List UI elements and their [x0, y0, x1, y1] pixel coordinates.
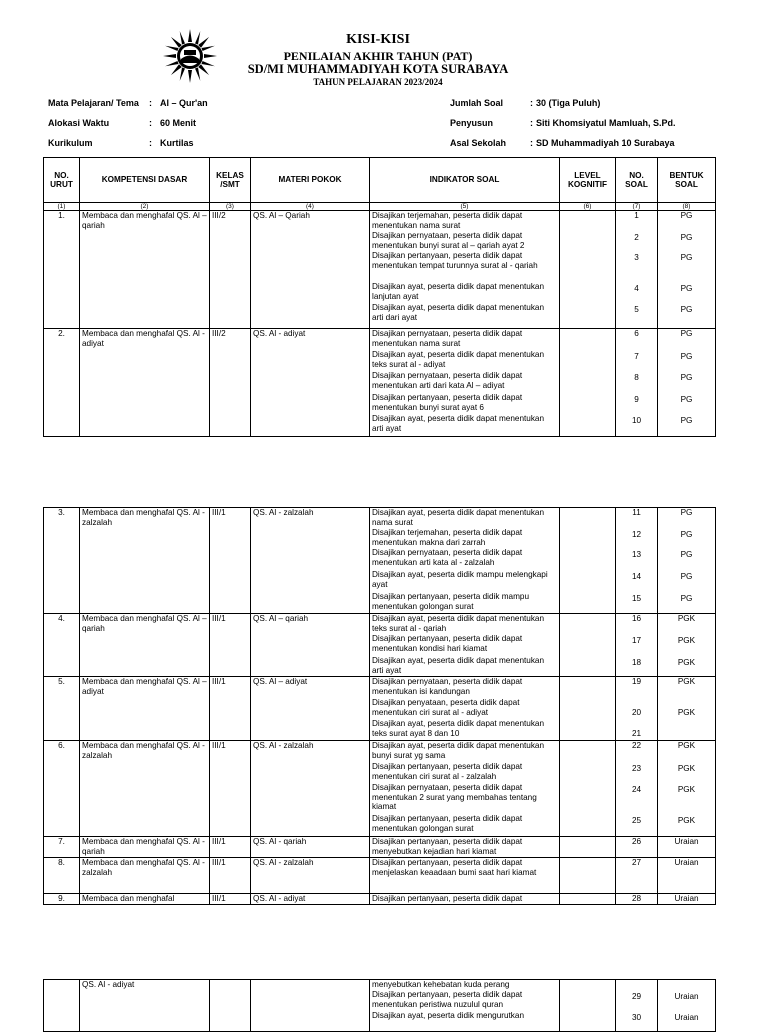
level-kognitif-cell	[560, 741, 616, 837]
bentuk-soal	[660, 980, 713, 990]
header-kelas-smt: KELAS /SMT	[210, 158, 251, 203]
bentuk-soal	[660, 729, 713, 739]
indikator-item: Disajikan ayat, peserta didik dapat menentukan teks surat al - qariah	[372, 614, 545, 633]
indikator-cell	[370, 894, 560, 905]
bentuk-soal-cell	[658, 741, 716, 837]
materi-cell: QS. Al - adiyat	[251, 329, 370, 437]
bentuk-soal: PG	[680, 572, 693, 581]
bentuk-soal: PGK	[677, 764, 696, 773]
no-soal: 20	[631, 708, 642, 717]
kelas-cell: III/2	[210, 211, 251, 329]
no-soal: 19	[631, 677, 642, 686]
kompetensi-dasar-cell: Membaca dan menghafal	[80, 894, 210, 905]
meta-value: 30 (Tiga Puluh)	[536, 98, 601, 108]
bentuk-soal: PGK	[677, 677, 696, 686]
no-soal: 22	[631, 741, 642, 750]
colnum: (3)	[210, 203, 251, 211]
colnum: (6)	[560, 203, 616, 211]
table-row	[44, 677, 716, 741]
level-kognitif-cell	[560, 858, 616, 894]
indikator-item: Disajikan ayat, peserta didik dapat menentukan arti ayat	[372, 656, 545, 675]
colnum: (1)	[44, 203, 80, 211]
bentuk-soal: PG	[680, 305, 693, 314]
header-bentuk-soal: BENTUK SOAL	[658, 158, 716, 203]
meta-label: Alokasi Waktu	[48, 118, 110, 128]
kompetensi-dasar-cell: Membaca dan menghafal QS. Al - zalzalah	[80, 858, 210, 894]
meta-left	[48, 97, 208, 157]
no-soal-cell	[616, 741, 658, 837]
indikator-item: Disajikan terjemahan, peserta didik dapat menentukan makna dari zarrah	[372, 528, 523, 547]
bentuk-soal-cell	[658, 614, 716, 677]
meta-value: Kurtilas	[160, 138, 194, 148]
meta-colon: :	[149, 98, 152, 108]
no-soal: 10	[631, 416, 642, 425]
indikator-item: Disajikan terjemahan, peserta didik dapat menentukan nama surat	[372, 211, 523, 230]
header-kompetensi-dasar: KOMPETENSI DASAR	[80, 158, 210, 203]
indikator-item: Disajikan pertanyaan, peserta didik dapat menentukan tempat turunnya surat al - qariah	[372, 251, 538, 270]
meta-row	[48, 137, 208, 157]
meta-colon: :	[530, 98, 533, 108]
no-soal: 12	[631, 530, 642, 539]
indikator-cell	[370, 741, 560, 837]
kompetensi-dasar-cell: Membaca dan menghafal QS. Al - adiyat	[80, 329, 210, 437]
row-number: 5.	[44, 677, 80, 741]
meta-label: Kurikulum	[48, 138, 93, 148]
no-soal-cell	[616, 894, 658, 905]
kompetensi-dasar-cell: Membaca dan menghafal QS. Al – qariah	[80, 211, 210, 329]
bentuk-soal-cell	[658, 211, 716, 329]
header-level-kognitif: LEVEL KOGNITIF	[560, 158, 616, 203]
bentuk-soal-cell	[658, 677, 716, 741]
meta-value: Al – Qur'an	[160, 98, 208, 108]
bentuk-soal: PGK	[677, 741, 696, 750]
meta-colon: :	[530, 118, 533, 128]
materi-cell: QS. Al – Qariah	[251, 211, 370, 329]
no-soal-cell	[616, 211, 658, 329]
no-soal-cell	[616, 677, 658, 741]
kisi-table-part-3	[43, 979, 716, 1032]
bentuk-soal: PGK	[677, 816, 696, 825]
indikator-item: Disajikan pernyataan, peserta didik dapat menentukan 2 surat yang membahas tentang kiamat	[372, 783, 537, 811]
header-indikator-soal: INDIKATOR SOAL	[370, 158, 560, 203]
no-soal-cell	[616, 837, 658, 858]
indikator-item: Disajikan pernyataan, peserta didik dapat menentukan bunyi surat al – qariah ayat 2	[372, 231, 525, 250]
kompetensi-dasar-cell: QS. Al - adiyat	[80, 980, 210, 1032]
no-soal: 9	[634, 395, 639, 404]
no-soal: 24	[631, 785, 642, 794]
no-soal: 1	[634, 211, 639, 220]
no-soal: 7	[634, 352, 639, 361]
bentuk-soal: PGK	[677, 785, 696, 794]
bentuk-soal: PG	[680, 233, 693, 242]
no-soal: 2	[634, 233, 639, 242]
kompetensi-dasar-cell: Membaca dan menghafal QS. Al - zalzalah	[80, 741, 210, 837]
doc-title: KISI-KISI	[346, 32, 410, 47]
colnum: (8)	[658, 203, 716, 211]
bentuk-soal: PG	[680, 416, 693, 425]
indikator-item: Disajikan pertanyaan, peserta didik mampu menentukan golongan surat	[372, 592, 530, 611]
no-soal: 15	[631, 594, 642, 603]
materi-cell: QS. Al – adiyat	[251, 677, 370, 741]
bentuk-soal: PG	[680, 395, 693, 404]
no-soal: 5	[634, 305, 639, 314]
kelas-cell: III/1	[210, 837, 251, 858]
bentuk-soal: PGK	[677, 614, 696, 623]
table-row	[44, 837, 716, 858]
meta-value: 60 Menit	[160, 118, 197, 128]
no-soal: 25	[631, 816, 642, 825]
meta-label: Penyusun	[450, 118, 494, 128]
bentuk-soal: Uraian	[674, 858, 699, 867]
bentuk-soal: PGK	[677, 636, 696, 645]
header-no-urut: NO. URUT	[44, 158, 80, 203]
no-soal: 14	[631, 572, 642, 581]
document-header	[0, 0, 768, 95]
indikator-item: Disajikan pertanyaan, peserta didik dapat	[372, 894, 523, 903]
kompetensi-dasar-cell: Membaca dan menghafal QS. Al – qariah	[80, 614, 210, 677]
level-kognitif-cell	[560, 508, 616, 614]
indikator-cell	[370, 329, 560, 437]
row-number: 4.	[44, 614, 80, 677]
indikator-cell	[370, 211, 560, 329]
bentuk-soal: PGK	[677, 658, 696, 667]
indikator-item: Disajikan ayat, peserta didik dapat menentukan teks surat ayat 8 dan 10	[372, 719, 545, 738]
indikator-item: Disajikan ayat, peserta didik dapat menentukan bunyi surat yg sama	[372, 741, 545, 760]
no-soal: 6	[634, 329, 639, 338]
indikator-item: Disajikan pertanyaan, peserta didik dapat menentukan ciri surat al - zalzalah	[372, 762, 523, 781]
indikator-item: Disajikan ayat, peserta didik dapat menentukan teks surat al - adiyat	[372, 350, 545, 369]
meta-row	[48, 117, 208, 137]
bentuk-soal-cell	[658, 508, 716, 614]
row-number: 1.	[44, 211, 80, 329]
bentuk-soal-cell	[658, 894, 716, 905]
colnum: (7)	[616, 203, 658, 211]
doc-subtitle-year: TAHUN PELAJARAN 2023/2024	[313, 77, 443, 87]
bentuk-soal: PG	[680, 329, 693, 338]
materi-cell: QS. Al - zalzalah	[251, 741, 370, 837]
indikator-item: Disajikan pertanyaan, peserta didik dapat menyebutkan kejadian hari kiamat	[372, 837, 523, 856]
colnum: (4)	[251, 203, 370, 211]
kelas-cell: III/1	[210, 614, 251, 677]
no-soal: 21	[631, 729, 642, 738]
kelas-cell: III/1	[210, 508, 251, 614]
no-soal: 8	[634, 373, 639, 382]
meta-colon: :	[149, 138, 152, 148]
indikator-item: Disajikan pernyataan, peserta didik dapat menentukan nama surat	[372, 329, 523, 348]
kompetensi-dasar-cell: Membaca dan menghafal QS. Al - qariah	[80, 837, 210, 858]
indikator-item: Disajikan ayat, peserta didik mampu melengkapi ayat	[372, 570, 548, 589]
meta-colon: :	[149, 118, 152, 128]
kelas-cell: III/1	[210, 894, 251, 905]
indikator-cell	[370, 614, 560, 677]
indikator-item: Disajikan ayat, peserta didik dapat menentukan arti ayat	[372, 414, 545, 433]
bentuk-soal: PGK	[677, 708, 696, 717]
no-soal-cell	[616, 614, 658, 677]
meta-row	[48, 97, 208, 117]
indikator-item: menyebutkan kehebatan kuda perang	[372, 980, 510, 989]
indikator-item: Disajikan pernyataan, peserta didik dapat menentukan arti kata al - zalzalah	[372, 548, 523, 567]
row-number: 3.	[44, 508, 80, 614]
colnum: (2)	[80, 203, 210, 211]
colnum: (5)	[370, 203, 560, 211]
indikator-item: Disajikan pertanyaan, peserta didik dapat menentukan peristiwa nuzulul quran	[372, 990, 523, 1009]
kelas-cell: III/1	[210, 741, 251, 837]
kelas-cell: III/1	[210, 677, 251, 741]
bentuk-soal: Uraian	[674, 894, 699, 903]
no-soal: 30	[631, 1013, 642, 1022]
row-number: 8.	[44, 858, 80, 894]
doc-subtitle-school: SD/MI MUHAMMADIYAH KOTA SURABAYA	[247, 62, 509, 76]
bentuk-soal: PG	[680, 530, 693, 539]
bentuk-soal: PG	[680, 284, 693, 293]
bentuk-soal: PG	[680, 352, 693, 361]
indikator-item: Disajikan pernyataan, peserta didik dapat menentukan arti dari kata Al – adiyat	[372, 371, 523, 390]
level-kognitif-cell	[560, 614, 616, 677]
no-soal: 23	[631, 764, 642, 773]
bentuk-soal: PG	[680, 594, 693, 603]
bentuk-soal-cell	[658, 858, 716, 894]
materi-cell: QS. Al - qariah	[251, 837, 370, 858]
no-soal: 18	[631, 658, 642, 667]
bentuk-soal-cell	[658, 837, 716, 858]
no-soal: 27	[631, 858, 642, 867]
row-number: 2.	[44, 329, 80, 437]
no-soal: 16	[631, 614, 642, 623]
no-soal: 11	[632, 508, 641, 517]
level-kognitif-cell	[560, 677, 616, 741]
bentuk-soal: PG	[680, 253, 693, 262]
materi-cell: QS. Al – qariah	[251, 614, 370, 677]
muhammadiyah-logo-icon	[162, 28, 218, 84]
level-kognitif-cell	[560, 837, 616, 858]
indikator-item: Disajikan ayat, peserta didik dapat menentukan arti dari ayat	[372, 303, 545, 322]
materi-cell: QS. Al - zalzalah	[251, 858, 370, 894]
meta-value: SD Muhammadiyah 10 Surabaya	[536, 138, 675, 148]
indikator-item: Disajikan pernyataan, peserta didik dapat menentukan isi kandungan	[372, 677, 523, 696]
bentuk-soal: PG	[680, 373, 693, 382]
indikator-item: Disajikan ayat, peserta didik mengurutkan	[372, 1011, 525, 1020]
indikator-cell	[370, 508, 560, 614]
bentuk-soal: PG	[680, 550, 693, 559]
kisi-table-part-2	[43, 507, 716, 905]
bentuk-soal: PG	[680, 508, 693, 517]
table-header-row	[44, 158, 716, 203]
table-row	[44, 329, 716, 437]
meta-row	[450, 117, 676, 137]
level-kognitif-cell	[560, 211, 616, 329]
no-soal: 28	[631, 894, 642, 903]
no-soal: 26	[631, 837, 642, 846]
no-soal: 3	[634, 253, 639, 262]
indikator-cell	[370, 677, 560, 741]
kelas-cell: III/1	[210, 858, 251, 894]
indikator-item: Disajikan penyataan, peserta didik dapat menentukan ciri surat al - adiyat	[372, 698, 520, 717]
indikator-cell	[370, 837, 560, 858]
no-soal-cell	[616, 858, 658, 894]
bentuk-soal-cell	[658, 329, 716, 437]
header-materi-pokok: MATERI POKOK	[251, 158, 370, 203]
no-soal-cell	[616, 508, 658, 614]
indikator-cell	[370, 858, 560, 894]
table-row	[44, 741, 716, 837]
kelas-cell: III/2	[210, 329, 251, 437]
indikator-item: Disajikan pertanyaan, peserta didik dapat menjelaskan keaadaan bumi saat hari kiamat	[372, 858, 537, 877]
indikator-item: Disajikan ayat, peserta didik dapat menentukan lanjutan ayat	[372, 282, 545, 301]
kisi-table-part-1	[43, 157, 716, 437]
row-number: 7.	[44, 837, 80, 858]
kompetensi-dasar-cell: Membaca dan menghafal QS. Al – adiyat	[80, 677, 210, 741]
table-row	[44, 614, 716, 677]
level-kognitif-cell	[560, 329, 616, 437]
no-soal: 29	[631, 992, 642, 1001]
table-row	[44, 858, 716, 894]
indikator-item: Disajikan pertanyaan, peserta didik dapat menentukan golongan surat	[372, 814, 523, 833]
meta-label: Mata Pelajaran/ Tema	[48, 98, 139, 108]
meta-label: Asal Sekolah	[450, 138, 507, 148]
no-soal: 17	[631, 636, 642, 645]
meta-value: Siti Khomsiyatul Mamluah, S.Pd.	[536, 118, 676, 128]
table-row	[44, 894, 716, 905]
no-soal-cell	[616, 329, 658, 437]
meta-label: Jumlah Soal	[450, 98, 504, 108]
no-soal: 4	[634, 284, 639, 293]
column-number-row	[44, 203, 716, 211]
bentuk-soal: Uraian	[674, 837, 699, 846]
meta-right	[450, 97, 676, 157]
no-soal: 13	[631, 550, 642, 559]
no-soal	[618, 980, 655, 990]
indikator-item: Disajikan pertanyaan, peserta didik dapat menentukan kondisi hari kiamat	[372, 634, 523, 653]
indikator-item: Disajikan pertanyaan, peserta didik dapat menentukan bunyi surat ayat 6	[372, 393, 523, 412]
table-row	[44, 211, 716, 329]
meta-colon: :	[530, 138, 533, 148]
header-no-soal: NO. SOAL	[616, 158, 658, 203]
bentuk-soal: PG	[680, 211, 693, 220]
meta-row	[450, 97, 676, 117]
table-row	[44, 508, 716, 614]
bentuk-soal: Uraian	[674, 1013, 699, 1022]
kompetensi-dasar-cell: Membaca dan menghafal QS. Al - zalzalah	[80, 508, 210, 614]
materi-cell: QS. Al - adiyat	[251, 894, 370, 905]
indikator-item: Disajikan ayat, peserta didik dapat menentukan nama surat	[372, 508, 545, 527]
level-kognitif-cell	[560, 894, 616, 905]
doc-subtitle-pat: PENILAIAN AKHIR TAHUN (PAT)	[283, 49, 473, 63]
meta-row	[450, 137, 676, 157]
bentuk-soal: Uraian	[674, 992, 699, 1001]
row-number: 9.	[44, 894, 80, 905]
materi-cell: QS. Al - zalzalah	[251, 508, 370, 614]
row-number: 6.	[44, 741, 80, 837]
